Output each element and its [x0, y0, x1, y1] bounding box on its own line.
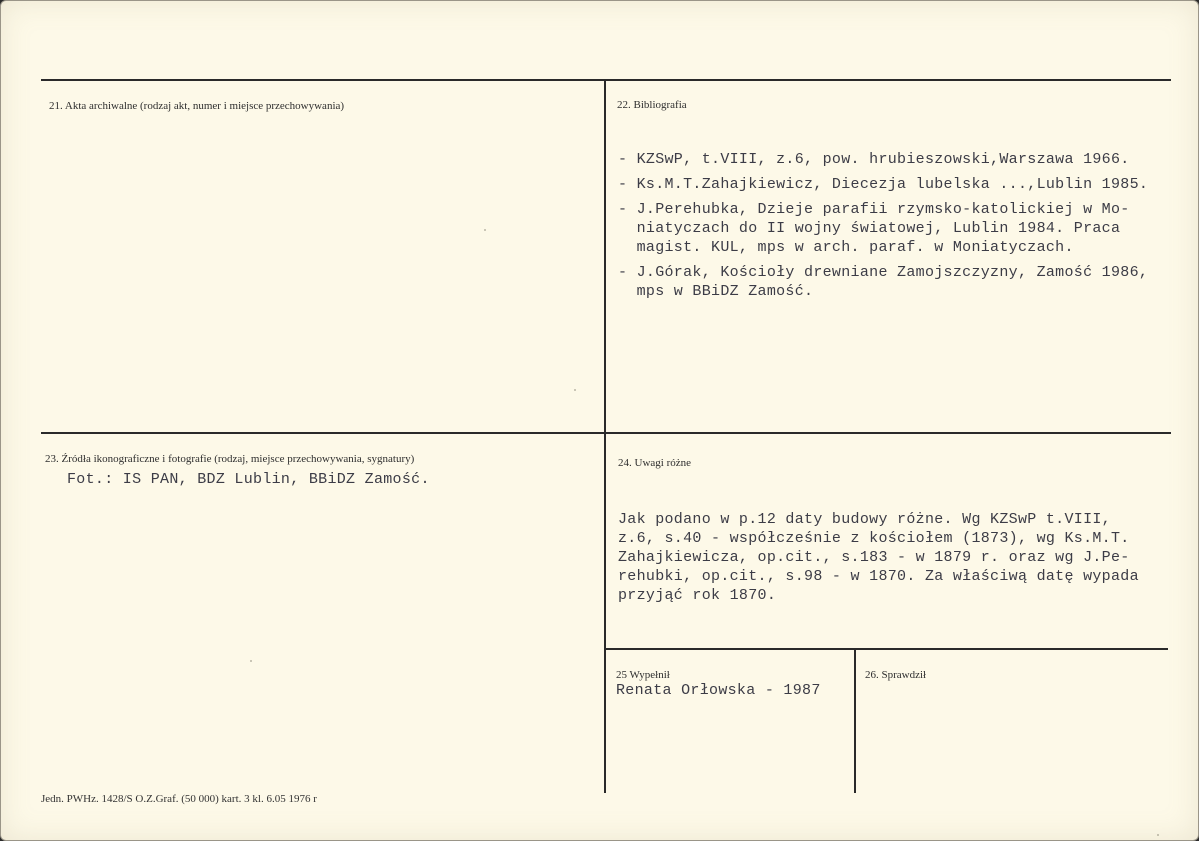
paper-speck [484, 229, 486, 231]
section-21-label: 21. Akta archiwalne (rodzaj akt, numer i miejsce przechowywania) [49, 100, 345, 112]
section-24-label: 24. Uwagi różne [618, 457, 692, 469]
middle-rule [41, 432, 1171, 434]
remarks-line: Jak podano w p.12 daty budowy różne. Wg KZSwP t.VIII, [618, 511, 1111, 528]
paper-speck [1157, 834, 1159, 836]
bibliography-line: - Ks.M.T.Zahajkiewicz, Diecezja lubelska ...,Lublin 1985. [618, 176, 1149, 193]
filled-by-text: Renata Orłowska - 1987 [616, 682, 821, 699]
section-25-label: 25 Wypełnił [616, 669, 670, 681]
paper-speck [250, 660, 252, 662]
signature-rule [606, 648, 1168, 650]
bibliography-list [618, 112, 1148, 339]
iconographic-sources-text: Fot.: IS PAN, BDZ Lublin, BBiDZ Zamość. [67, 471, 430, 488]
bibliography-line: - KZSwP, t.VIII, z.6, pow. hrubieszowski,Warszawa 1966. [618, 151, 1130, 168]
print-imprint: Jedn. PWHz. 1428/S O.Z.Graf. (50 000) kart. 3 kl. 6.05 1976 r [41, 793, 317, 805]
remarks-line: przyjąć rok 1870. [618, 587, 777, 604]
bibliography-line: magist. KUL, mps w arch. paraf. w Moniatyczach. [618, 239, 1074, 256]
section-23-label: 23. Źródła ikonograficzne i fotografie (rodzaj, miejsce przechowywania, sygnatury) [45, 453, 415, 465]
paper-speck [574, 389, 576, 391]
remarks-line: z.6, s.40 - współcześnie z kościołem (1873), wg Ks.M.T. [618, 530, 1130, 547]
remarks-text [618, 472, 1139, 643]
section-26-label: 26. Sprawdził [865, 669, 927, 681]
bibliography-line: niatyczach do II wojny światowej, Lublin 1984. Praca [618, 220, 1121, 237]
center-divider [604, 79, 606, 793]
remarks-line: rehubki, op.cit., s.98 - w 1870. Za właściwą datę wypada [618, 568, 1139, 585]
bibliography-line: mps w BBiDZ Zamość. [618, 283, 814, 300]
bibliography-line: - J.Perehubka, Dzieje parafii rzymsko-katolickiej w Mo- [618, 201, 1130, 218]
section-22-label: 22. Bibliografia [617, 99, 687, 111]
signature-divider [854, 649, 856, 793]
bibliography-line: - J.Górak, Kościoły drewniane Zamojszczyzny, Zamość 1986, [618, 264, 1149, 281]
remarks-line: Zahajkiewicza, op.cit., s.183 - w 1879 r. oraz wg J.Pe- [618, 549, 1130, 566]
top-rule [41, 79, 1171, 81]
